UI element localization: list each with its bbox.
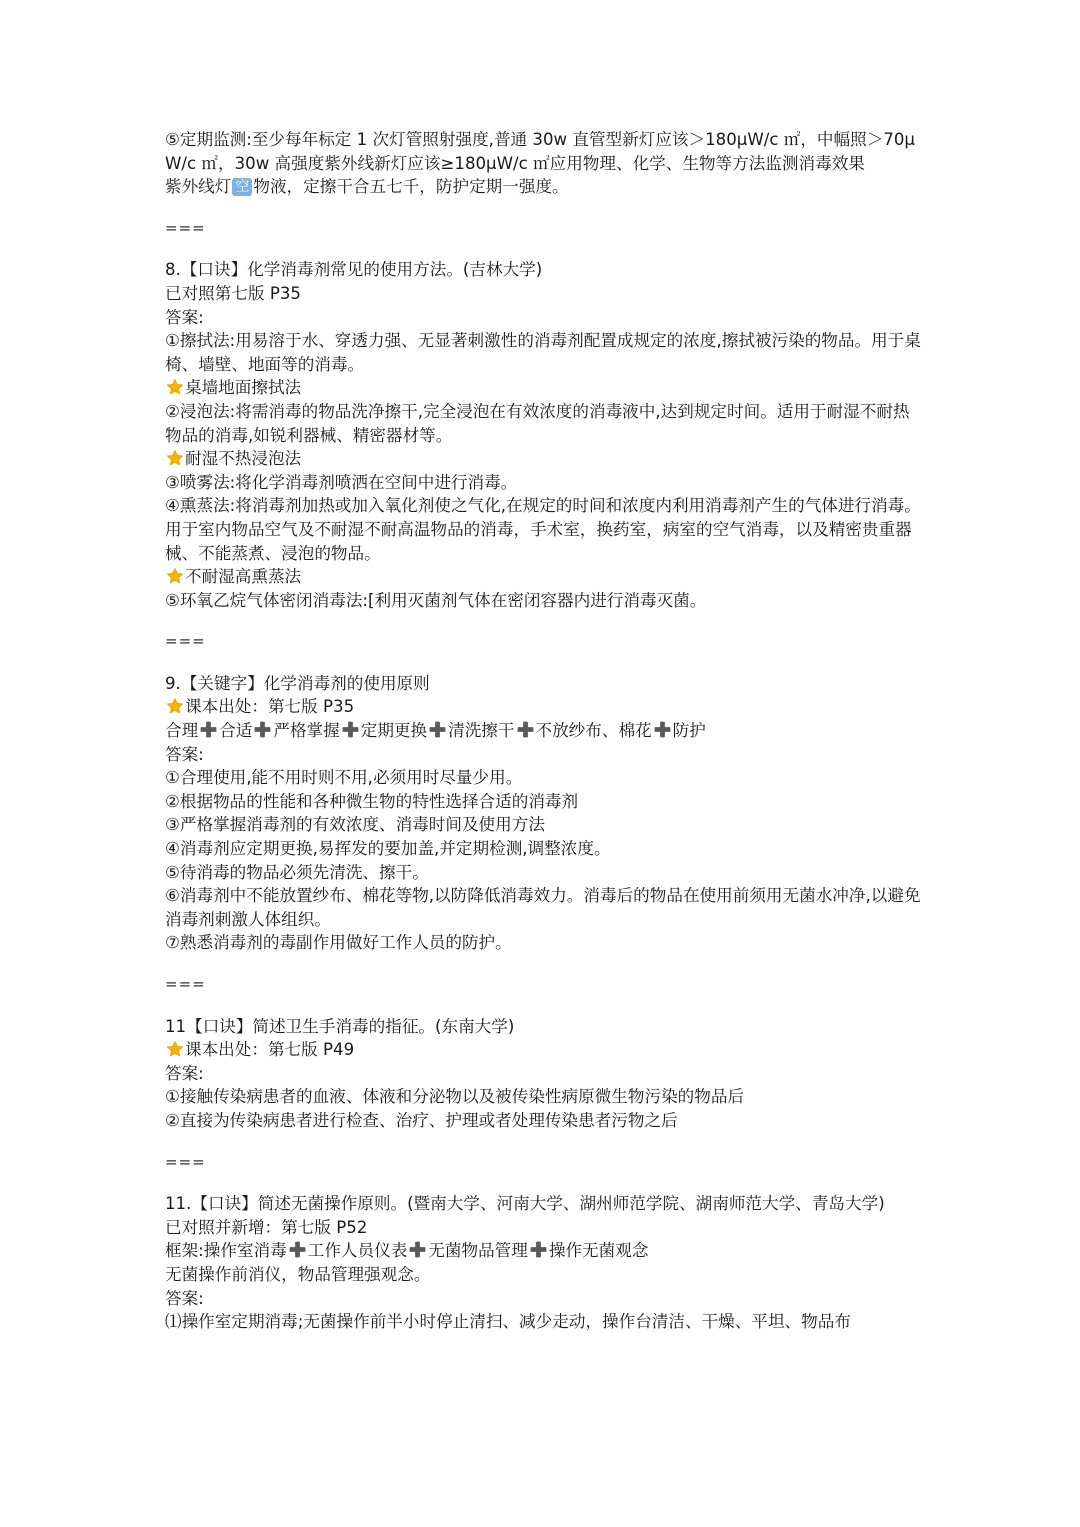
- plus-icon: [428, 720, 447, 739]
- q11-aseptic-item-1: ⑴操作室定期消毒;无菌操作前半小时停止清扫、减少走动，操作台清洁、干燥、平坦、物品布: [165, 1312, 851, 1332]
- plus-icon: [253, 720, 272, 739]
- source-text: 课本出处：第七版 P49: [185, 1040, 355, 1060]
- q8-item-soak: ②浸泡法:将需消毒的物品洗净擦干,完全浸泡在有效浓度的消毒液中,达到规定时间。适用于耐湿不耐热物品的消毒,如锐利器械、精密器材等。: [165, 401, 910, 445]
- plus-icon: [341, 720, 360, 739]
- keyword: 合理: [165, 721, 199, 741]
- plus-icon: [408, 1240, 427, 1259]
- q9-item-2: ②根据物品的性能和各种微生物的特性选择合适的消毒剂: [165, 791, 579, 811]
- framework-item: 无菌物品管理: [428, 1241, 528, 1261]
- star-icon: [166, 567, 184, 585]
- section-separator: ===: [165, 975, 206, 993]
- q11-hand-item-1: ①接触传染病患者的血液、体液和分泌物以及被传染性病原微生物污染的物品后: [165, 1087, 745, 1107]
- framework-prefix: 框架:: [165, 1241, 204, 1261]
- q11-aseptic-mnemonic: 无菌操作前消仪，物品管理强观念。: [165, 1264, 431, 1284]
- star-icon: [166, 697, 184, 715]
- q8-item-spray: ③喷雾法:将化学消毒剂喷洒在空间中进行消毒。: [165, 472, 518, 492]
- plus-icon: [529, 1240, 548, 1259]
- keyword: 不放纱布、棉花: [535, 721, 652, 741]
- q9-source: [165, 695, 925, 719]
- q9-item-7: ⑦熟悉消毒剂的毒副作用做好工作人员的防护。: [165, 933, 512, 953]
- plus-icon: [516, 720, 535, 739]
- mnemonic-prefix: 紫外线灯: [165, 177, 232, 197]
- q9-item-4: ④消毒剂应定期更换,易挥发的要加盖,并定期检测,调整浓度。: [165, 839, 611, 859]
- q11-hand-item-2: ②直接为传染病患者进行检查、治疗、护理或者处理传染患者污物之后: [165, 1110, 678, 1130]
- q9-item-5: ⑤待消毒的物品必须先清洗、擦干。: [165, 862, 429, 882]
- mnemonic-suffix: 物液，定擦干合五七千，防护定期一强度。: [253, 177, 569, 197]
- q11-aseptic-answer-label: 答案:: [165, 1288, 204, 1308]
- keyword: 防护: [672, 721, 706, 741]
- q9-item-6: ⑥消毒剂中不能放置纱布、棉花等物,以防降低消毒效力。消毒后的物品在使用前须用无菌水冲净,以避免消毒剂刺激人体组织。: [165, 886, 921, 929]
- q8-star-note-3: [165, 565, 925, 589]
- q11-aseptic-reference: 已对照并新增：第七版 P52: [165, 1217, 368, 1237]
- star-note-text: 耐湿不热浸泡法: [185, 449, 302, 469]
- q11-hand-source: [165, 1038, 925, 1062]
- q8-star-note-2: [165, 447, 925, 471]
- mnemonic-uv-lamp: [165, 175, 925, 199]
- framework-item: 操作室消毒: [203, 1241, 287, 1261]
- star-icon: [166, 449, 184, 467]
- framework-item: 操作无菌观念: [548, 1241, 649, 1261]
- keyword: 严格掌握: [273, 721, 340, 741]
- star-note-text: 不耐湿高熏蒸法: [185, 567, 302, 587]
- q8-item-wipe: ①擦拭法:用易溶于水、穿透力强、无显著刺激性的消毒剂配置成规定的浓度,擦拭被污染的物品。用于桌椅、墙壁、地面等的消毒。: [165, 331, 921, 374]
- q8-star-note-1: [165, 376, 925, 400]
- section-q11-aseptic: [165, 1192, 925, 1334]
- section-q9: [165, 672, 925, 955]
- q8-reference: 已对照第七版 P35: [165, 283, 301, 303]
- q9-item-3: ③严格掌握消毒剂的有效浓度、消毒时间及使用方法: [165, 815, 545, 835]
- q9-item-1: ①合理使用,能不用时则不用,必须用时尽量少用。: [165, 768, 523, 788]
- kong-badge-icon: 空: [232, 178, 252, 196]
- q11-hand-title: 11【口诀】简述卫生手消毒的指征。(东南大学): [165, 1016, 515, 1036]
- plus-icon: [288, 1240, 307, 1259]
- section-separator: ===: [165, 218, 206, 237]
- plus-icon: [199, 720, 218, 739]
- star-note-text: 桌墙地面擦拭法: [185, 378, 302, 398]
- q8-item-eo-gas: ⑤环氧乙烷气体密闭消毒法:[利用灭菌剂气体在密闭容器内进行消毒灭菌。: [165, 590, 707, 610]
- framework-item: 工作人员仪表: [307, 1241, 408, 1261]
- section-uv-monitoring: [165, 128, 925, 199]
- q11-hand-answer-label: 答案:: [165, 1063, 204, 1083]
- section-separator: ===: [165, 632, 206, 651]
- document-page: [165, 128, 925, 1334]
- q8-item-fumigate: ④熏蒸法:将消毒剂加热或加入氧化剂使之气化,在规定的时间和浓度内利用消毒剂产生的气体进行消毒。用于室内物品空气及不耐湿不耐高温物品的消毒，手术室，换药室，病室的空气消毒，以及精密贵重器械、不能蒸煮、浸泡的物品。: [165, 496, 921, 563]
- q9-title: 9.【关键字】化学消毒剂的使用原则: [165, 673, 430, 693]
- q11-aseptic-framework: [165, 1239, 925, 1263]
- q11-aseptic-title: 11.【口诀】简述无菌操作原则。(暨南大学、河南大学、湖州师范学院、湖南师范大学、青岛大学): [165, 1194, 885, 1214]
- keyword: 清洗擦干: [448, 721, 515, 741]
- keyword: 合适: [219, 721, 253, 741]
- section-q11-hand: [165, 1015, 925, 1133]
- plus-icon: [653, 720, 672, 739]
- q9-keywords: [165, 719, 925, 743]
- q9-answer-label: 答案:: [165, 744, 204, 764]
- section-separator: ===: [165, 1152, 206, 1171]
- source-text: 课本出处：第七版 P35: [185, 697, 355, 717]
- section-q8: [165, 258, 925, 612]
- star-icon: [166, 378, 184, 396]
- paragraph-regular-monitoring: ⑤定期监测:至少每年标定 1 次灯管照射强度,普通 30w 直管型新灯应该＞180μW/c ㎡，中幅照＞70μW/c ㎡，30w 高强度紫外线新灯应该≥180μW/c ㎡应用物理、化学、生物等方法监测消毒效果: [165, 130, 915, 173]
- q8-title: 8.【口诀】化学消毒剂常见的使用方法。(吉林大学): [165, 260, 543, 280]
- keyword: 定期更换: [360, 721, 428, 741]
- star-icon: [166, 1040, 184, 1058]
- q8-answer-label: 答案:: [165, 307, 204, 327]
